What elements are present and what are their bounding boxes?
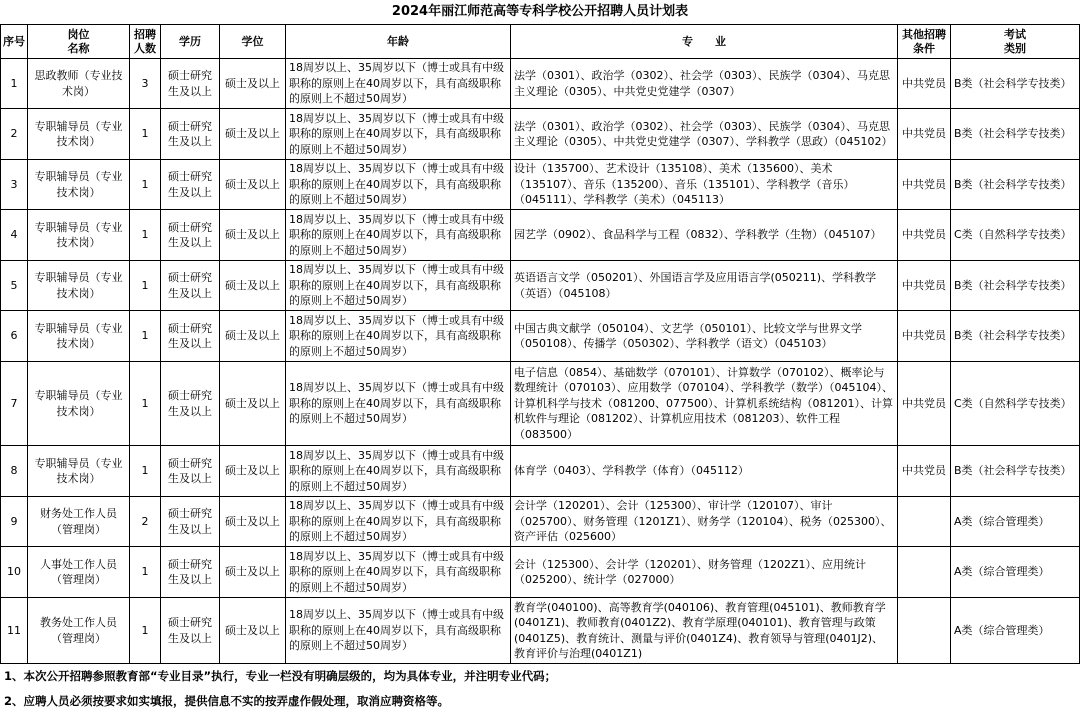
cell-exam: B类（社会科学专技类） <box>951 261 1080 311</box>
table-row <box>1 497 1080 547</box>
notes <box>0 664 1080 714</box>
cell-other: 中共党员 <box>898 160 951 210</box>
cell-degree: 硕士及以上 <box>220 261 286 311</box>
table-header-row <box>1 25 1080 59</box>
cell-edu: 硕士研究生及以上 <box>161 598 220 664</box>
cell-age: 18周岁以上、35周岁以下（博士或具有中级职称的原则上在40周岁以下，具有高级职称的原则上不超过50周岁） <box>286 497 511 547</box>
cell-age: 18周岁以上、35周岁以下（博士或具有中级职称的原则上在40周岁以下，具有高级职称的原则上不超过50周岁） <box>286 598 511 664</box>
cell-edu: 硕士研究生及以上 <box>161 311 220 362</box>
cell-edu: 硕士研究生及以上 <box>161 210 220 261</box>
cell-major: 法学（0301）、政治学（0302）、社会学（0303）、民族学（0304）、马克思主义理论（0305）、中共党史党建学（0307） <box>511 59 898 109</box>
cell-exam: B类（社会科学专技类） <box>951 59 1080 109</box>
cell-degree: 硕士及以上 <box>220 210 286 261</box>
cell-major: 设计（135700）、艺术设计（135108）、美术（135600）、美术（135107）、音乐（135200）、音乐（135101）、学科教学（音乐）（045111）、学科教学（美术）（045113） <box>511 160 898 210</box>
header-post <box>28 25 130 59</box>
cell-degree: 硕士及以上 <box>220 497 286 547</box>
header-degree: 学位 <box>220 25 286 59</box>
cell-post: 专职辅导员（专业技术岗） <box>28 362 130 446</box>
table-row <box>1 210 1080 261</box>
cell-count: 1 <box>130 210 161 261</box>
cell-no: 7 <box>1 362 28 446</box>
cell-other: 中共党员 <box>898 109 951 160</box>
cell-other <box>898 497 951 547</box>
cell-count: 1 <box>130 598 161 664</box>
cell-edu: 硕士研究生及以上 <box>161 446 220 497</box>
cell-no: 2 <box>1 109 28 160</box>
cell-degree: 硕士及以上 <box>220 598 286 664</box>
cell-no: 10 <box>1 547 28 598</box>
cell-count: 1 <box>130 362 161 446</box>
cell-post: 财务处工作人员（管理岗） <box>28 497 130 547</box>
cell-major: 会计学（120201）、会计（125300）、审计学（120107）、审计（025700）、财务管理（1201Z1）、财务学（120104）、税务（025300）、资产评估（025600） <box>511 497 898 547</box>
cell-age: 18周岁以上、35周岁以下（博士或具有中级职称的原则上在40周岁以下，具有高级职称的原则上不超过50周岁） <box>286 210 511 261</box>
cell-edu: 硕士研究生及以上 <box>161 547 220 598</box>
note-1: 1、本次公开招聘参照教育部“专业目录”执行，专业一栏没有明确层级的，均为具体专业，并注明专业代码； <box>4 669 557 683</box>
cell-other <box>898 598 951 664</box>
cell-age: 18周岁以上、35周岁以下（博士或具有中级职称的原则上在40周岁以下，具有高级职称的原则上不超过50周岁） <box>286 109 511 160</box>
cell-degree: 硕士及以上 <box>220 446 286 497</box>
cell-exam: B类（社会科学专技类） <box>951 109 1080 160</box>
cell-count: 1 <box>130 311 161 362</box>
cell-post: 专职辅导员（专业技术岗） <box>28 261 130 311</box>
table-row <box>1 362 1080 446</box>
cell-no: 9 <box>1 497 28 547</box>
cell-post: 专职辅导员（专业技术岗） <box>28 311 130 362</box>
header-exam-text: 考试 类别 <box>1004 27 1026 55</box>
cell-count: 1 <box>130 446 161 497</box>
header-age: 年龄 <box>286 25 511 59</box>
cell-age: 18周岁以上、35周岁以下（博士或具有中级职称的原则上在40周岁以下，具有高级职称的原则上不超过50周岁） <box>286 362 511 446</box>
table-row <box>1 311 1080 362</box>
cell-major: 体育学（0403）、学科教学（体育）（045112） <box>511 446 898 497</box>
cell-other: 中共党员 <box>898 362 951 446</box>
cell-degree: 硕士及以上 <box>220 547 286 598</box>
cell-post: 思政教师（专业技术岗） <box>28 59 130 109</box>
header-count <box>130 25 161 59</box>
table-row <box>1 547 1080 598</box>
cell-major: 英语语言文学（050201）、外国语言学及应用语言学(050211)、学科教学（英语）（045108） <box>511 261 898 311</box>
cell-count: 2 <box>130 497 161 547</box>
cell-degree: 硕士及以上 <box>220 109 286 160</box>
cell-count: 1 <box>130 109 161 160</box>
cell-other: 中共党员 <box>898 210 951 261</box>
cell-count: 1 <box>130 261 161 311</box>
header-edu: 学历 <box>161 25 220 59</box>
table-row <box>1 109 1080 160</box>
cell-other: 中共党员 <box>898 311 951 362</box>
cell-edu: 硕士研究生及以上 <box>161 362 220 446</box>
cell-age: 18周岁以上、35周岁以下（博士或具有中级职称的原则上在40周岁以下，具有高级职称的原则上不超过50周岁） <box>286 59 511 109</box>
cell-age: 18周岁以上、35周岁以下（博士或具有中级职称的原则上在40周岁以下，具有高级职称的原则上不超过50周岁） <box>286 547 511 598</box>
cell-edu: 硕士研究生及以上 <box>161 59 220 109</box>
cell-no: 8 <box>1 446 28 497</box>
cell-count: 1 <box>130 160 161 210</box>
header-exam <box>951 25 1080 59</box>
cell-exam: A类（综合管理类） <box>951 598 1080 664</box>
cell-edu: 硕士研究生及以上 <box>161 109 220 160</box>
cell-exam: A类（综合管理类） <box>951 497 1080 547</box>
cell-edu: 硕士研究生及以上 <box>161 261 220 311</box>
cell-age: 18周岁以上、35周岁以下（博士或具有中级职称的原则上在40周岁以下，具有高级职称的原则上不超过50周岁） <box>286 311 511 362</box>
recruitment-table <box>0 24 1080 664</box>
cell-no: 4 <box>1 210 28 261</box>
header-no: 序号 <box>1 25 28 59</box>
cell-post: 专职辅导员（专业技术岗） <box>28 446 130 497</box>
cell-count: 3 <box>130 59 161 109</box>
cell-age: 18周岁以上、35周岁以下（博士或具有中级职称的原则上在40周岁以下，具有高级职称的原则上不超过50周岁） <box>286 446 511 497</box>
cell-post: 专职辅导员（专业技术岗） <box>28 109 130 160</box>
cell-no: 3 <box>1 160 28 210</box>
cell-exam: B类（社会科学专技类） <box>951 311 1080 362</box>
cell-degree: 硕士及以上 <box>220 362 286 446</box>
page-title: 2024年丽江师范高等专科学校公开招聘人员计划表 <box>391 4 689 19</box>
cell-exam: C类（自然科学专技类） <box>951 362 1080 446</box>
cell-no: 1 <box>1 59 28 109</box>
cell-major: 园艺学（0902）、食品科学与工程（0832）、学科教学（生物）（045107） <box>511 210 898 261</box>
cell-post: 人事处工作人员（管理岗） <box>28 547 130 598</box>
cell-major: 电子信息（0854）、基础数学（070101）、计算数学（070102）、概率论与数理统计（070103）、应用数学（070104）、学科教学（数学）（045104）、计算机科学与技术（081200、077500）、计算机系统结构（081201）、计算机软件与理论（081202）、计算机应用技术（081203）、软件工程（083500） <box>511 362 898 446</box>
cell-other: 中共党员 <box>898 59 951 109</box>
header-count-text: 招聘 人数 <box>134 27 156 55</box>
cell-no: 11 <box>1 598 28 664</box>
table-row <box>1 446 1080 497</box>
cell-major: 会计（125300）、会计学（120201）、财务管理（1202Z1）、应用统计（025200）、统计学（027000） <box>511 547 898 598</box>
cell-age: 18周岁以上、35周岁以下（博士或具有中级职称的原则上在40周岁以下，具有高级职称的原则上不超过50周岁） <box>286 261 511 311</box>
cell-post: 教务处工作人员（管理岗） <box>28 598 130 664</box>
cell-exam: A类（综合管理类） <box>951 547 1080 598</box>
table-row <box>1 598 1080 664</box>
table-row <box>1 261 1080 311</box>
table-row <box>1 160 1080 210</box>
cell-degree: 硕士及以上 <box>220 311 286 362</box>
header-other <box>898 25 951 59</box>
cell-exam: B类（社会科学专技类） <box>951 446 1080 497</box>
header-major: 专 业 <box>511 25 898 59</box>
cell-exam: B类（社会科学专技类） <box>951 160 1080 210</box>
cell-major: 法学（0301）、政治学（0302）、社会学（0303）、民族学（0304）、马克思主义理论（0305）、中共党史党建学（0307）、学科教学（思政）（045102） <box>511 109 898 160</box>
table-row <box>1 59 1080 109</box>
header-post-text: 岗位 名称 <box>67 27 90 55</box>
cell-no: 6 <box>1 311 28 362</box>
cell-post: 专职辅导员（专业技术岗） <box>28 210 130 261</box>
cell-major: 教育学(040100)、高等教育学(040106)、教育管理(045101)、教师教育学(0401Z1)、教师教育(0401Z2)、教育学原理(040101)、教育管理与政策(0401Z5)、教育统计、测量与评价(0401Z4)、教育领导与管理(0401J2)、教育评价与治理(0401Z1) <box>511 598 898 664</box>
cell-degree: 硕士及以上 <box>220 160 286 210</box>
cell-other: 中共党员 <box>898 446 951 497</box>
cell-other: 中共党员 <box>898 261 951 311</box>
cell-other <box>898 547 951 598</box>
cell-no: 5 <box>1 261 28 311</box>
cell-edu: 硕士研究生及以上 <box>161 497 220 547</box>
cell-major: 中国古典文献学（050104）、文艺学（050101）、比较文学与世界文学（050108）、传播学（050302）、学科教学（语文）（045103） <box>511 311 898 362</box>
cell-exam: C类（自然科学专技类） <box>951 210 1080 261</box>
note-2: 2、应聘人员必须按要求如实填报，提供信息不实的按弄虚作假处理，取消应聘资格等。 <box>4 694 449 708</box>
header-other-text: 其他招聘 条件 <box>902 27 946 55</box>
cell-edu: 硕士研究生及以上 <box>161 160 220 210</box>
cell-post: 专职辅导员（专业技术岗） <box>28 160 130 210</box>
cell-age: 18周岁以上、35周岁以下（博士或具有中级职称的原则上在40周岁以下，具有高级职称的原则上不超过50周岁） <box>286 160 511 210</box>
cell-count: 1 <box>130 547 161 598</box>
cell-degree: 硕士及以上 <box>220 59 286 109</box>
